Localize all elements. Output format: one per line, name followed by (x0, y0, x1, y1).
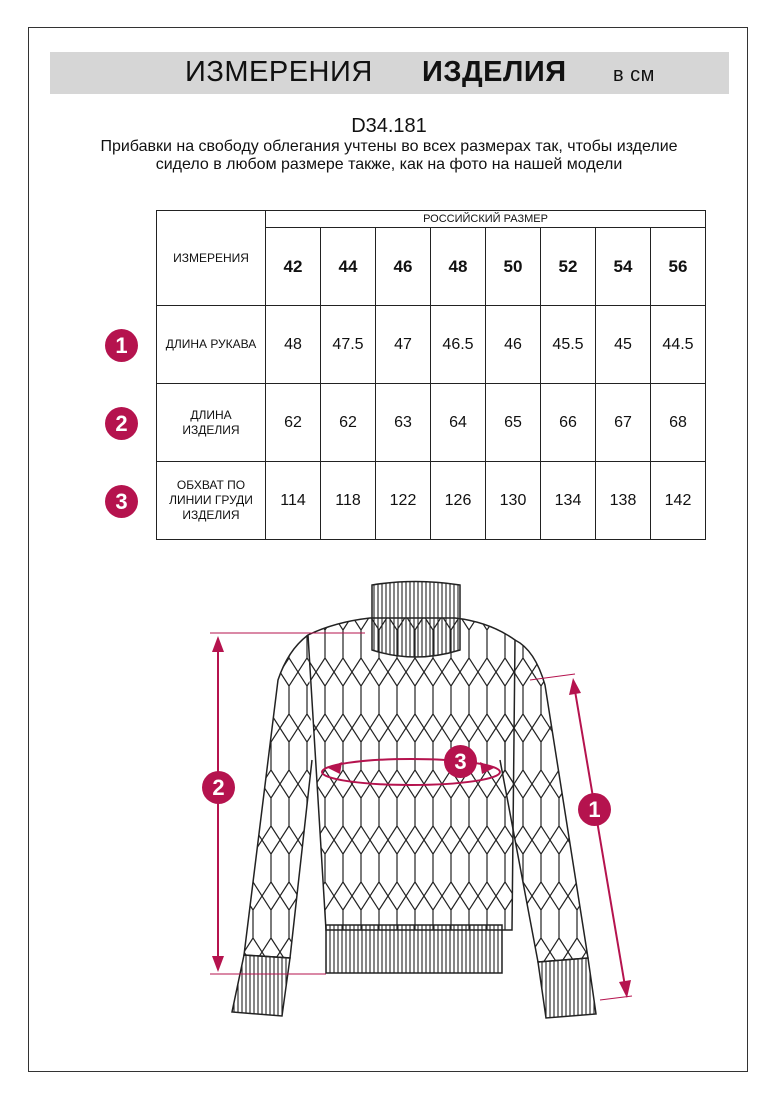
table-cell: 64 (431, 384, 486, 462)
table-cell: 114 (266, 462, 321, 540)
row-label-text: ОБХВАТ ПО ЛИНИИ ГРУДИ ИЗДЕЛИЯ (169, 478, 253, 522)
table-cell: 45 (596, 306, 651, 384)
table-cell: 46 (486, 306, 541, 384)
fit-note: Прибавки на свободу облегания учтены во всех размерах так, чтобы изделие сидело в любом размере также, как на фото на нашей модели (100, 138, 678, 173)
title-word-item: ИЗДЕЛИЯ (422, 56, 567, 88)
table-cell: 46.5 (431, 306, 486, 384)
table-cell: 118 (321, 462, 376, 540)
table-cell: 62 (266, 384, 321, 462)
sweater-body (300, 615, 520, 935)
table-cell: 68 (651, 384, 706, 462)
title-unit: в см (613, 64, 655, 86)
table-cell: 138 (596, 462, 651, 540)
table-cell: 122 (376, 462, 431, 540)
table-cell: 66 (541, 384, 596, 462)
table-cell: 48 (266, 306, 321, 384)
table-cell: 130 (486, 462, 541, 540)
table-cell: 65 (486, 384, 541, 462)
size-header: 56 (651, 228, 706, 306)
size-header: 42 (266, 228, 321, 306)
table-cell: 47 (376, 306, 431, 384)
row-badge-2: 2 (105, 407, 138, 440)
row-badge-1: 1 (105, 329, 138, 362)
table-cell: 62 (321, 384, 376, 462)
size-header: 44 (321, 228, 376, 306)
table-cell: 134 (541, 462, 596, 540)
table-cell: 142 (651, 462, 706, 540)
size-header: 54 (596, 228, 651, 306)
table-cell: 63 (376, 384, 431, 462)
sweater-right-cuff (538, 958, 596, 1018)
table-cell: 45.5 (541, 306, 596, 384)
sweater-left-sleeve (240, 630, 320, 960)
table-cell: 126 (431, 462, 486, 540)
diagram-badge-chest: 3 (444, 745, 477, 778)
size-group-label: РОССИЙСКИЙ РАЗМЕР (266, 211, 706, 228)
size-header: 46 (376, 228, 431, 306)
table-cell: 67 (596, 384, 651, 462)
size-header: 52 (541, 228, 596, 306)
corner-label: ИЗМЕРЕНИЯ (157, 211, 266, 306)
row-badge-3: 3 (105, 485, 138, 518)
diagram-badge-length: 2 (202, 771, 235, 804)
table-cell: 47.5 (321, 306, 376, 384)
sweater-collar (372, 582, 460, 658)
row-label: ДЛИНА РУКАВА (157, 306, 266, 384)
table-cell: 44.5 (651, 306, 706, 384)
sweater-hem (326, 925, 502, 973)
diagram-badge-sleeve: 1 (578, 793, 611, 826)
size-header: 48 (431, 228, 486, 306)
sweater-left-cuff (232, 955, 290, 1016)
title-word-measurements: ИЗМЕРЕНИЯ (185, 56, 373, 88)
size-header: 50 (486, 228, 541, 306)
row-label-text: ДЛИНА ИЗДЕЛИЯ (182, 407, 240, 437)
model-code: D34.181 (351, 115, 427, 137)
